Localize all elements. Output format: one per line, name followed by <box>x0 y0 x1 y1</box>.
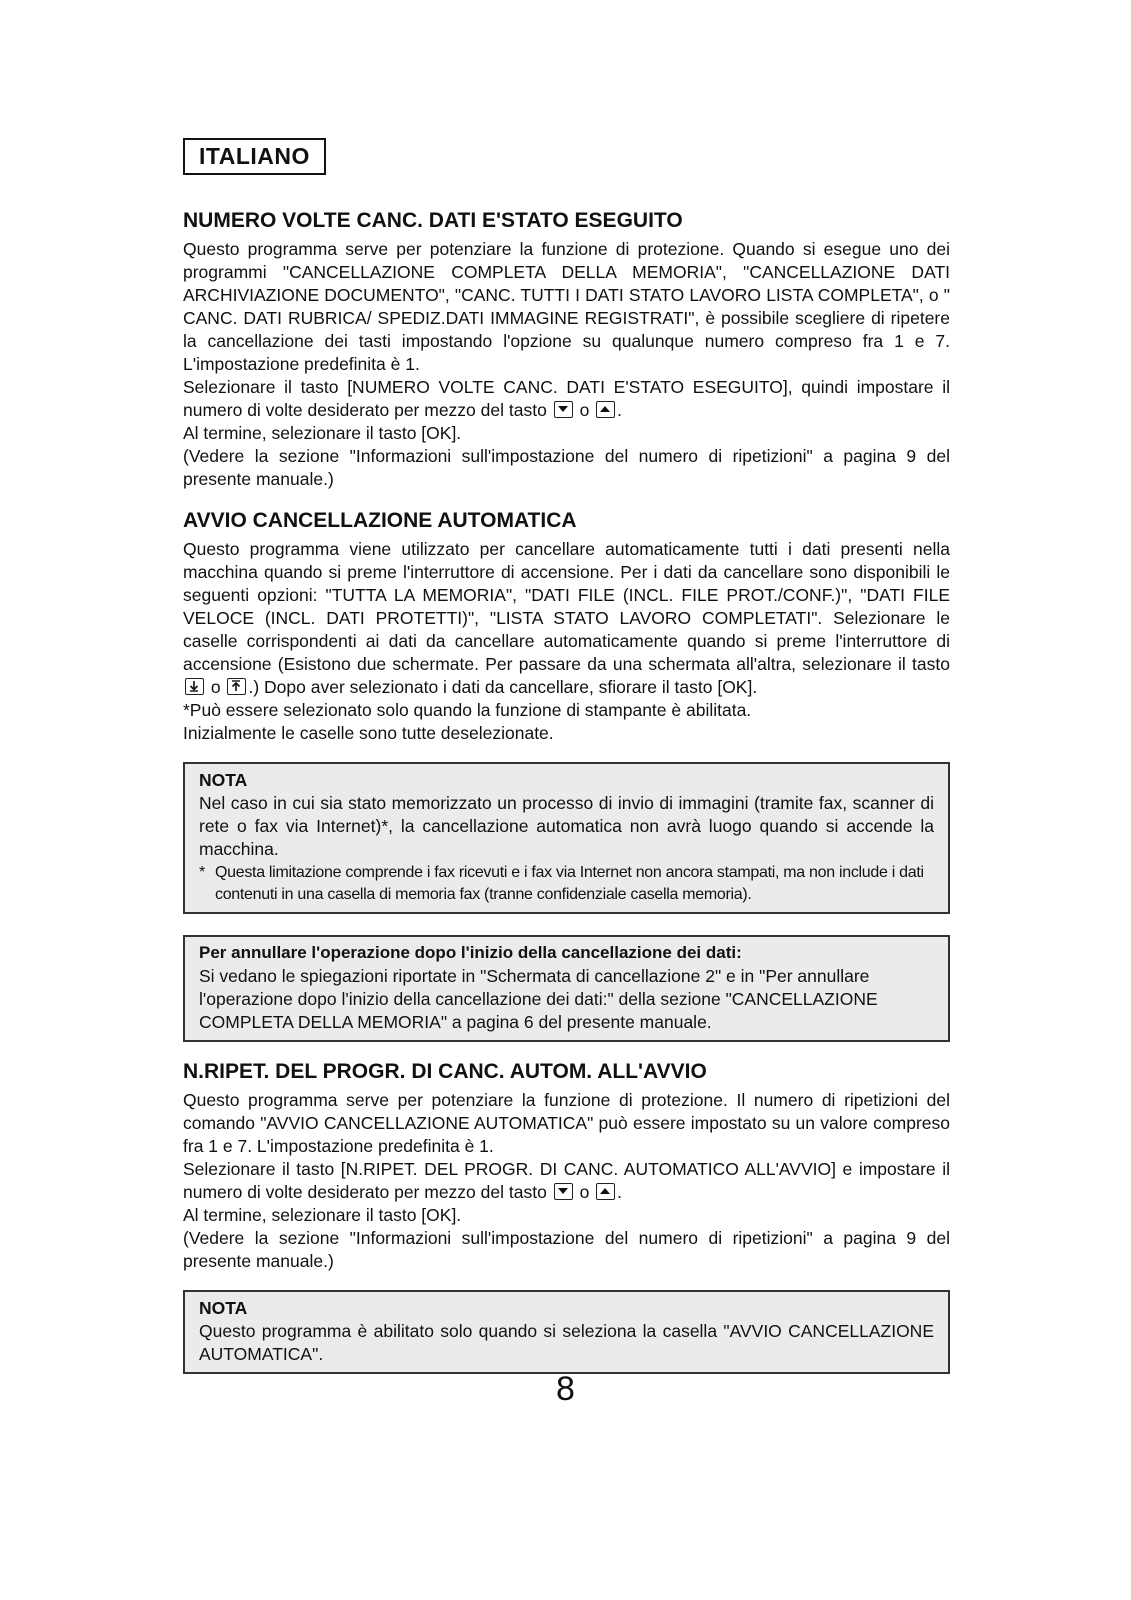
section1-paragraph-3: Al termine, selezionare il tasto [OK]. <box>183 423 462 443</box>
page-content <box>183 138 950 1374</box>
section2-paragraph-3: Inizialmente le caselle sono tutte deselezionate. <box>183 723 554 743</box>
note-1-title: NOTA <box>199 770 248 790</box>
section2-paragraph-1 <box>183 538 950 699</box>
note-3-text: Questo programma è abilitato solo quando si seleziona la casella "AVVIO CANCELLAZIONE AUTOMATICA". <box>199 1321 934 1364</box>
section-title-n-ripet: N.RIPET. DEL PROGR. DI CANC. AUTOM. ALL'AVVIO <box>183 1060 707 1083</box>
note-2-title: Per annullare l'operazione dopo l'inizio della cancellazione dei dati: <box>199 943 742 962</box>
note-2-text: Si vedano le spiegazioni riportate in "Schermata di cancellazione 2" e in "Per annullare l'operazione dopo l'inizio della cancellazione dei dati:" della sezione "CANCELLAZIONE COMPLETA DELLA MEMORIA" a pagina 6 del presente manuale. <box>199 966 878 1032</box>
section3-paragraph-1: Questo programma serve per potenziare la funzione di protezione. Il numero di ripetizioni del comando "AVVIO CANCELLAZIONE AUTOMATICA" può essere impostato su un valore compreso fra 1 e 7. L'impostazione predefinita è 1. <box>183 1090 950 1156</box>
section1-paragraph-1: Questo programma serve per potenziare la funzione di protezione. Quando si esegue uno dei programmi "CANCELLAZIONE COMPLETA DELLA MEMORIA", "CANCELLAZIONE DATI ARCHIVIAZIONE DOCUMENTO", "CANC. TUTTI I DATI STATO LAVORO LISTA COMPLETA", o " CANC. DATI RUBRICA/ SPEDIZ.DATI IMMAGINE REGISTRATI", è possibile scegliere di ripetere la cancellazione dei tasti impostando l'opzione su qualunque numero compreso fra 1 e 7. L'impostazione predefinita è 1. <box>183 239 950 374</box>
section1-or: o <box>579 400 590 420</box>
arrow-up-key-icon <box>596 1183 615 1200</box>
page-up-key-icon <box>227 678 246 695</box>
section1-paragraph-4: (Vedere la sezione "Informazioni sull'impostazione del numero di ripetizioni" a pagina 9 del presente manuale.) <box>183 446 950 489</box>
note-1-text: Nel caso in cui sia stato memorizzato un processo di invio di immagini (tramite fax, scanner di rete o fax via Internet)*, la cancellazione automatica non avrà luogo quando si accende la macchina. <box>199 793 934 859</box>
section3-paragraph-3: Al termine, selezionare il tasto [OK]. <box>183 1205 462 1225</box>
note-box-2 <box>183 935 950 1042</box>
page-down-key-icon <box>185 678 204 695</box>
page-number: 8 <box>556 1370 575 1408</box>
section-title-numero-volte: NUMERO VOLTE CANC. DATI E'STATO ESEGUITO <box>183 209 683 232</box>
section2-paragraph-1-text: Questo programma viene utilizzato per cancellare automaticamente tutti i dati presenti nella macchina quando si preme l'interruttore di accensione. Per i dati da cancellare sono disponibili le seguenti opzioni: "TUTTA LA MEMORIA", "DATI FILE (INCL. FILE PROT./CONF.)", "DATI FILE VELOCE (INCL. DATI PROTETTI)", "LISTA STATO LAVORO COMPLETATI". Selezionare le caselle corrispondenti ai dati da cancellare automaticamente quando si preme l'interruttore di accensione (Esistono due schermate. Per passare da una schermata all'altra, selezionare il tasto <box>183 539 950 674</box>
section2-or: o <box>210 677 221 697</box>
section3-period: . <box>617 1182 623 1202</box>
section3-paragraph-4: (Vedere la sezione "Informazioni sull'impostazione del numero di ripetizioni" a pagina 9 del presente manuale.) <box>183 1228 950 1271</box>
note-box-3 <box>183 1290 950 1374</box>
note-1-footnote-text: Questa limitazione comprende i fax ricevuti e i fax via Internet non ancora stampati, ma non include i dati contenuti in una casella di memoria fax (tranne confidenziale casella memoria). <box>215 864 924 903</box>
section1-period: . <box>617 400 623 420</box>
section3-or: o <box>579 1182 590 1202</box>
section2-paragraph-1-end: .) Dopo aver selezionato i dati da cancellare, sfiorare il tasto [OK]. <box>248 677 758 697</box>
language-label: ITALIANO <box>183 138 326 175</box>
arrow-down-key-icon <box>554 401 573 418</box>
section3-paragraph-2 <box>183 1158 950 1204</box>
note-box-1 <box>183 762 950 914</box>
section1-paragraph-2-text: Selezionare il tasto [NUMERO VOLTE CANC. DATI E'STATO ESEGUITO], quindi impostare il numero di volte desiderato per mezzo del tasto <box>183 377 950 420</box>
section2-paragraph-2: *Può essere selezionato solo quando la funzione di stampante è abilitata. <box>183 700 752 720</box>
section3-paragraph-2-text: Selezionare il tasto [N.RIPET. DEL PROGR. DI CANC. AUTOMATICO ALL'AVVIO] e impostare il numero di volte desiderato per mezzo del tasto <box>183 1159 950 1202</box>
footnote-asterisk: * <box>199 864 205 881</box>
section-title-avvio-cancellazione: AVVIO CANCELLAZIONE AUTOMATICA <box>183 509 577 532</box>
arrow-down-key-icon <box>554 1183 573 1200</box>
arrow-up-key-icon <box>596 401 615 418</box>
section1-paragraph-2 <box>183 376 950 422</box>
note-1-footnote <box>199 862 934 906</box>
note-3-title: NOTA <box>199 1298 248 1318</box>
